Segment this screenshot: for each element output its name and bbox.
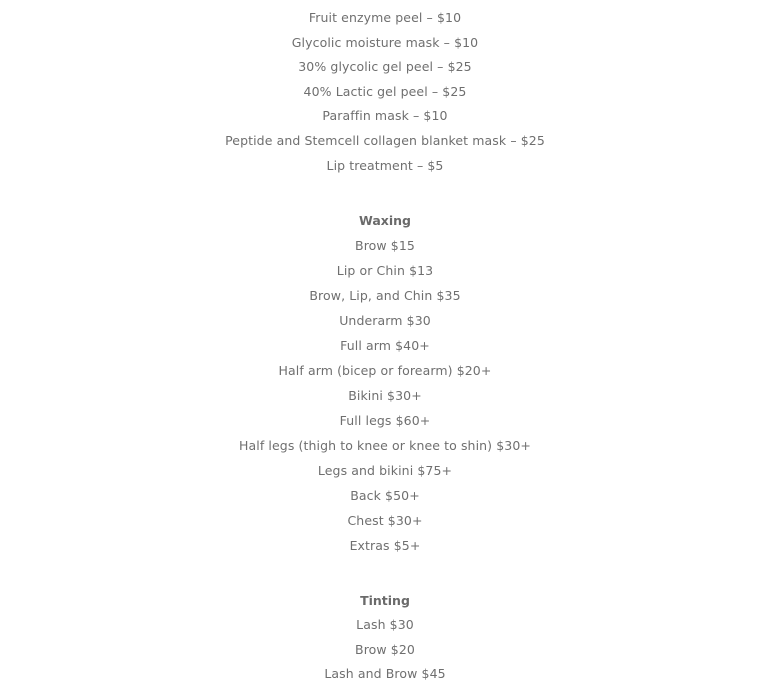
clipped-line bbox=[0, 0, 770, 6]
list-item: Lash $30 bbox=[356, 617, 414, 633]
list-item: Full legs $60+ bbox=[339, 413, 431, 429]
list-item: Underarm $30 bbox=[339, 313, 431, 329]
facial-addons-list bbox=[0, 6, 770, 178]
list-item: Brow $20 bbox=[355, 641, 415, 657]
tinting-section bbox=[0, 588, 770, 687]
list-item: Bikini $30+ bbox=[348, 388, 422, 404]
spacer bbox=[0, 178, 770, 208]
list-item: Brow $15 bbox=[355, 238, 415, 254]
list-item: Lip treatment – $5 bbox=[326, 157, 444, 173]
list-item: Full arm $40+ bbox=[340, 338, 430, 354]
list-item: Peptide and Stemcell collagen blanket mask – $25 bbox=[225, 132, 545, 148]
list-item: Extras $5+ bbox=[349, 538, 421, 554]
tinting-heading: Tinting bbox=[360, 593, 410, 609]
waxing-section bbox=[0, 208, 770, 558]
list-item: Half legs (thigh to knee or knee to shin) $30+ bbox=[239, 438, 531, 454]
list-item: Lip or Chin $13 bbox=[336, 263, 434, 279]
waxing-heading: Waxing bbox=[359, 213, 411, 229]
list-item: 40% Lactic gel peel – $25 bbox=[303, 83, 467, 99]
list-item: Glycolic moisture mask – $10 bbox=[291, 34, 479, 50]
list-item: Back $50+ bbox=[350, 488, 420, 504]
list-item: 30% glycolic gel peel – $25 bbox=[298, 59, 472, 75]
list-item: Fruit enzyme peel – $10 bbox=[308, 10, 462, 25]
list-item: Lash and Brow $45 bbox=[324, 666, 446, 682]
list-item: Paraffin mask – $10 bbox=[322, 108, 448, 124]
list-item: Brow, Lip, and Chin $35 bbox=[309, 288, 461, 304]
list-item: Half arm (bicep or forearm) $20+ bbox=[278, 363, 492, 379]
list-item: Legs and bikini $75+ bbox=[317, 463, 453, 479]
spacer bbox=[0, 558, 770, 588]
list-item: Chest $30+ bbox=[347, 513, 423, 529]
